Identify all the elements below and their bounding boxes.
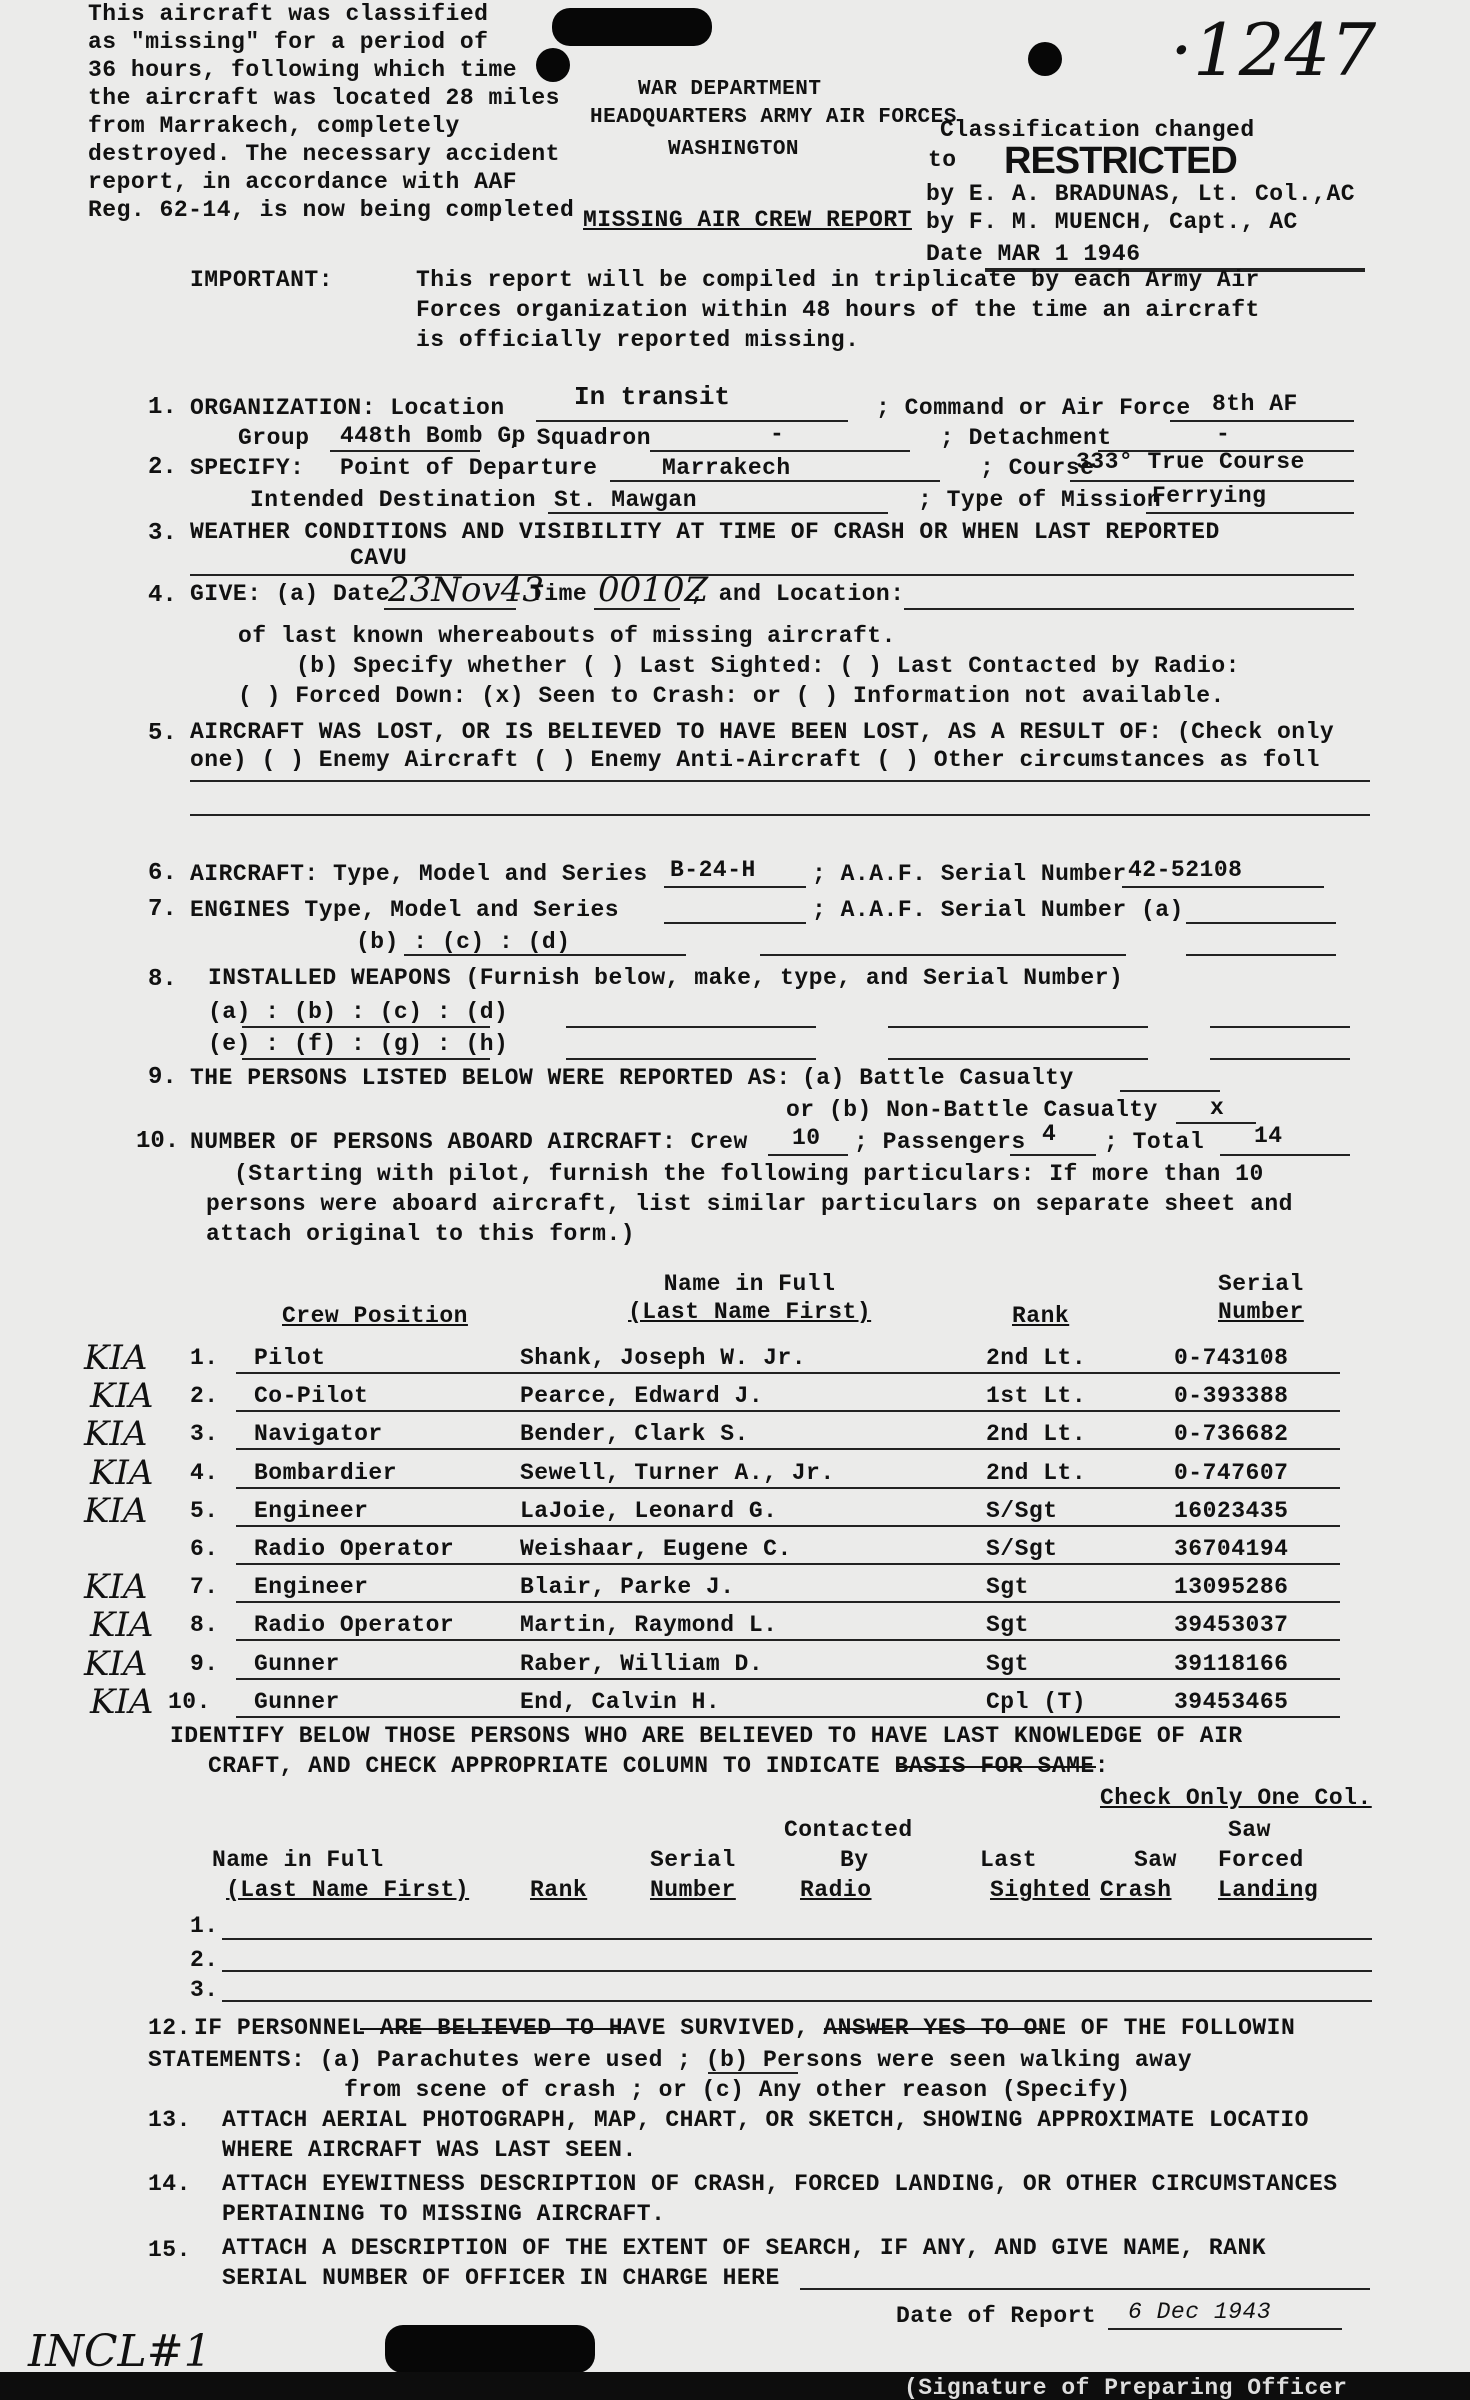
mission-label: ; Type of Mission [918,487,1162,513]
lost-label: AIRCRAFT WAS LOST, OR IS BELIEVED TO HAVE BEEN LOST, AS A RESULT OF: (Check only [190,719,1335,745]
crew-rank: Cpl (T) [986,1689,1087,1715]
crew-position: Bombardier [254,1460,398,1486]
crew-value: 10 [792,1125,821,1151]
weapons-label: INSTALLED WEAPONS (Furnish below, make, type, and Serial Number) [208,965,1124,991]
row-number: 5. [190,1498,219,1524]
crew-name: Blair, Parke J. [520,1574,735,1600]
row-number: 1. [190,1345,219,1371]
crew-position: Radio Operator [254,1612,455,1638]
crew-serial: 0-743108 [1174,1345,1289,1371]
persons-label: THE PERSONS LISTED BELOW WERE REPORTED AS: [190,1065,791,1091]
date-of-report-value: 6 Dec 1943 [1128,2299,1272,2325]
form-title: MISSING AIR CREW REPORT [583,207,912,233]
signature-label: (Signature of Preparing Officer [904,2375,1348,2400]
header-department: WAR DEPARTMENT [638,78,822,101]
crew-rank: S/Sgt [986,1536,1058,1562]
top-note: This aircraft was classified as "missing" for a period of 36 hours, following which time the aircraft was located 28 miles from Marrakech, completely destroyed. The necessary accident report, in accordance with AAF Reg. 62-14, is now being completed [88,1,575,223]
kia-mark: KIA [90,1605,154,1645]
crew-position: Co-Pilot [254,1383,369,1409]
crew-serial: 39453465 [1174,1689,1289,1715]
course-label: ; Course [980,455,1095,481]
time-label: Time [530,581,588,607]
kia-mark: KIA [84,1644,148,1684]
non-battle-mark: x [1210,1095,1225,1121]
command-value: 8th AF [1212,391,1298,417]
specify-label: SPECIFY: [190,455,305,481]
restricted-stamp: RESTRICTED [1004,140,1237,182]
attach-search-label: ATTACH A DESCRIPTION OF THE EXTENT OF SEARCH, IF ANY, AND GIVE NAME, RANK [222,2235,1267,2261]
classification-label: Classification changed [940,117,1255,143]
crew-position: Radio Operator [254,1536,455,1562]
inclosure-mark: INCL#1 [28,2326,212,2377]
document-number: ·1247 [1170,8,1377,92]
classification-date: Date MAR 1 1946 [926,241,1141,267]
crew-position: Gunner [254,1651,340,1677]
kia-mark: KIA [90,1453,154,1493]
squadron-label: ; Squadron [508,425,652,451]
kia-mark: KIA [90,1682,154,1722]
group-value: 448th Bomb Gp [340,423,526,449]
kia-mark: KIA [84,1338,148,1378]
col-rank-header: Rank [1012,1303,1070,1329]
row-number: 3. [190,1421,219,1447]
row-number: 6. [190,1536,219,1562]
row-number: 10. [168,1689,211,1715]
crew-name: Martin, Raymond L. [520,1612,778,1638]
attach-photo-label: ATTACH AERIAL PHOTOGRAPH, MAP, CHART, OR SKETCH, SHOWING APPROXIMATE LOCATIO [222,2107,1309,2133]
crew-rank: 2nd Lt. [986,1421,1087,1447]
crew-rank: 1st Lt. [986,1383,1087,1409]
give-label: GIVE: (a) Date [190,581,391,607]
row-number: 8. [190,1612,219,1638]
engines-label: ENGINES Type, Model and Series [190,897,620,923]
crew-rank: 2nd Lt. [986,1345,1087,1371]
mission-value: Ferrying [1152,483,1267,509]
col-serial-header: Serial Number [1218,1271,1304,1325]
crew-rank: Sgt [986,1651,1029,1677]
destination-value: St. Mawgan [554,487,698,513]
classification-by2: by F. M. MUENCH, Capt., AC [926,209,1298,235]
crew-name: Weishaar, Eugene C. [520,1536,792,1562]
redaction-bottom [385,2325,595,2373]
important-text: This report will be compiled in triplicate by each Army Air Forces organization within 48 hours of the time an aircraft is officially reported missing. [416,267,1260,353]
crew-serial: 39118166 [1174,1651,1289,1677]
crew-position: Navigator [254,1421,383,1447]
col-position-header: Crew Position [282,1303,468,1329]
row-number: 9. [190,1651,219,1677]
org-label: ORGANIZATION: Location [190,395,505,421]
crew-serial: 13095286 [1174,1574,1289,1600]
crew-name: Raber, William D. [520,1651,764,1677]
aircraft-label: AIRCRAFT: Type, Model and Series [190,861,648,887]
crew-rank: S/Sgt [986,1498,1058,1524]
header-city: WASHINGTON [668,138,800,161]
aboard-label: NUMBER OF PERSONS ABOARD AIRCRAFT: Crew [190,1129,748,1155]
crew-position: Pilot [254,1345,326,1371]
detachment-label: ; Detachment [940,425,1112,451]
row-number: 7. [190,1574,219,1600]
course-value: 333° True Course [1076,449,1305,475]
serial-label: ; A.A.F. Serial Number [812,861,1127,887]
date-of-report-label: Date of Report [896,2303,1097,2329]
crew-position: Engineer [254,1498,369,1524]
crew-name: Shank, Joseph W. Jr. [520,1345,807,1371]
crew-serial: 0-393388 [1174,1383,1289,1409]
header-hq: HEADQUARTERS ARMY AIR FORCES [590,106,957,129]
row-number: 4. [190,1460,219,1486]
classification-to: to [928,147,957,173]
crew-serial: 0-747607 [1174,1460,1289,1486]
identify-label: IDENTIFY BELOW THOSE PERSONS WHO ARE BELIEVED TO HAVE LAST KNOWLEDGE OF AIR [170,1723,1243,1749]
important-label: IMPORTANT: [190,267,334,293]
crew-name: Pearce, Edward J. [520,1383,764,1409]
col-name-header: Name in Full (Last Name First) [628,1271,872,1325]
command-label: ; Command or Air Force [876,395,1191,421]
org-location: In transit [574,382,731,412]
crew-serial: 36704194 [1174,1536,1289,1562]
total-value: 14 [1254,1123,1283,1149]
crew-name: Sewell, Turner A., Jr. [520,1460,835,1486]
survived-label: IF PERSONNEL ARE BELIEVED TO HAVE SURVIVED, ANSWER YES TO ONE OF THE FOLLOWIN [194,2015,1296,2041]
crew-serial: 16023435 [1174,1498,1289,1524]
crew-name: Bender, Clark S. [520,1421,749,1447]
crew-serial: 39453037 [1174,1612,1289,1638]
weather-label: WEATHER CONDITIONS AND VISIBILITY AT TIME OF CRASH OR WHEN LAST REPORTED [190,519,1220,545]
group-label: Group [238,425,310,451]
weather-value: CAVU [350,545,408,571]
crew-name: End, Calvin H. [520,1689,721,1715]
crew-serial: 0-736682 [1174,1421,1289,1447]
destination-label: Intended Destination [250,487,537,513]
kia-mark: KIA [90,1376,154,1416]
passengers-value: 4 [1042,1121,1057,1147]
row-number: 2. [190,1383,219,1409]
crew-rank: Sgt [986,1612,1029,1638]
redaction-top [552,8,712,46]
aircraft-model: B-24-H [670,857,756,883]
crew-position: Gunner [254,1689,340,1715]
crew-rank: Sgt [986,1574,1029,1600]
crew-position: Engineer [254,1574,369,1600]
kia-mark: KIA [84,1491,148,1531]
punch-hole-right [1028,42,1062,76]
classification-by1: by E. A. BRADUNAS, Lt. Col.,AC [926,181,1356,207]
crew-name: LaJoie, Leonard G. [520,1498,778,1524]
attach-eyewitness-label: ATTACH EYEWITNESS DESCRIPTION OF CRASH, FORCED LANDING, OR OTHER CIRCUMSTANCES [222,2171,1338,2197]
crew-rank: 2nd Lt. [986,1460,1087,1486]
location-label: ; and Location: [690,581,905,607]
serial-value: 42-52108 [1128,857,1243,883]
kia-mark: KIA [84,1567,148,1607]
date-value: 23Nov43 [388,570,544,610]
time-value: 0010Z [598,570,709,610]
departure-value: Marrakech [662,455,791,481]
kia-mark: KIA [84,1414,148,1454]
document-page: This aircraft was classified as "missing" for a period of 36 hours, following which time the aircraft was located 28 miles from Marrakech, completely destroyed. The necessary accident report, in accordance with AAF Reg. 62-14, is now being completed ·1247 WAR DEPARTMENT HEADQUARTERS ARMY AIR FORCES WASHINGTON MISSING AIR CREW REPORT Classification changed to RESTRICTED by E. A. BRADUNAS, Lt. Col.,AC by F. M. MUENCH, Capt., AC Date MAR 1 1946 IMPORTANT: This report will be compiled in triplicate by each Army Air Forces organization within 48 hours of the time an aircraft is officially reported missing. 1. ORGANIZATION: Location In transit ; Command or Air Force 8th AF Group 448th Bomb Gp ; Squadron - ; Detachment - 2. SPECIFY: Point of Departure Marrakech ; Course 333° True Course Intended Destination St. Mawgan ; Type of Mission Ferrying 3. WEATHER CONDITIONS AND VISIBILITY AT TIME OF CRASH OR WHEN LAST REPORTED CAVU 4. GIVE: (a) Date 23Nov43 Time 0010Z ; and Location: of last known whereabouts of missing aircraft. (b) Specify whether ( ) Last Sighted: ( ) Last Contacted by Radio: ( ) Forced Down: (x) Seen to Crash: or ( ) Information not available. 5. AIRCRAFT WAS LOST, OR IS BELIEVED TO HAVE BEEN LOST, AS A RESULT OF: (Check only one) ( ) Enemy Aircraft ( ) Enemy Anti-Aircraft ( ) Other circumstances as foll 6. AIRCRAFT: Type, Model and Series B-24-H ; A.A.F. Serial Number 42-52108 7. ENGINES Type, Model and Series ; A.A.F. Serial Number (a) (b) : (c) : (d) 8. INSTALLED WEAPONS (Furnish below, make, type, and Serial Number) (a) : (b) : (c) : (d) (e) : (f) : (g) : (h) 9. THE PERSONS LISTED BELOW WERE REPORTED AS: (a) Battle Casualty or (b) Non-Battle Casualty x 10. NUMBER OF PERSONS ABOARD AIRCRAFT: Crew 10 ; Passengers 4 ; Total 14 (Starting with pilot, furnish the following particulars: If more than 10 persons were aboard aircraft, list similar particulars on separate sheet and attach original to this form.) Name in Full (Last Name First) Crew Position Rank Serial Number KIA 1. Pilot Shank, Joseph W. Jr. 2nd Lt. 0-743108 KIA 2. Co-Pilot Pearce, Edward J. 1st Lt. 0-393388 KIA 3. Navigator Bender, Clark S. 2nd Lt. 0-736682 KIA 4. Bombardier Sewell, Turner A., Jr. 2nd Lt. 0-747607 KIA 5. Engineer LaJoie, Leonard G. S/Sgt 16023435 6. Radio Operator Weishaar, Eugene C. S/Sgt 36704194 KIA 7. Engineer Blair, Parke J. Sgt 13095286 KIA 8. Radio Operator Martin, Raymond L. Sgt 39453037 KIA 9. Gunner Raber, William D. Sgt 39118166 KIA 10. Gunner End, Calvin H. Cpl (T) 39453465 IDENTIFY BELOW THOSE PERSONS WHO ARE BELIEVED TO HAVE LAST KNOWLEDGE OF AIR CRAFT, AND CHECK APPROPRIATE COLUMN TO INDICATE BASIS FOR SAME: Check Only One Col. Contacted Saw Name in Full Serial By Last Saw Forced (Last Name First) Rank Number Radio Sighted Crash Landing 1. 2. 3. 12. IF PERSONNEL ARE BELIEVED TO HAVE SURVIVED, ANSWER YES TO ONE OF THE FOLLOWIN STATEMENTS: (a) Parachutes were used ; (b) Persons were seen walking away from scene of crash ; or (c) Any other reason (Specify) 13. ATTACH AERIAL PHOTOGRAPH, MAP, CHART, OR SKETCH, SHOWING APPROXIMATE LOCATIO WHERE AIRCRAFT WAS LAST SEEN. 14. ATTACH EYEWITNESS DESCRIPTION OF CRASH, FORCED LANDING, OR OTHER CIRCUMSTANCES PERTAINING TO MISSING AIRCRAFT. 15. ATTACH A DESCRIPTION OF THE EXTENT OF SEARCH, IF ANY, AND GIVE NAME, RANK SERIAL NUMBER OF OFFICER IN CHARGE HERE Date of Report 6 Dec 1943 (Signature of Preparing Officer INCL#1 [0,0,1470,2400]
departure-label: Point of Departure [340,455,598,481]
